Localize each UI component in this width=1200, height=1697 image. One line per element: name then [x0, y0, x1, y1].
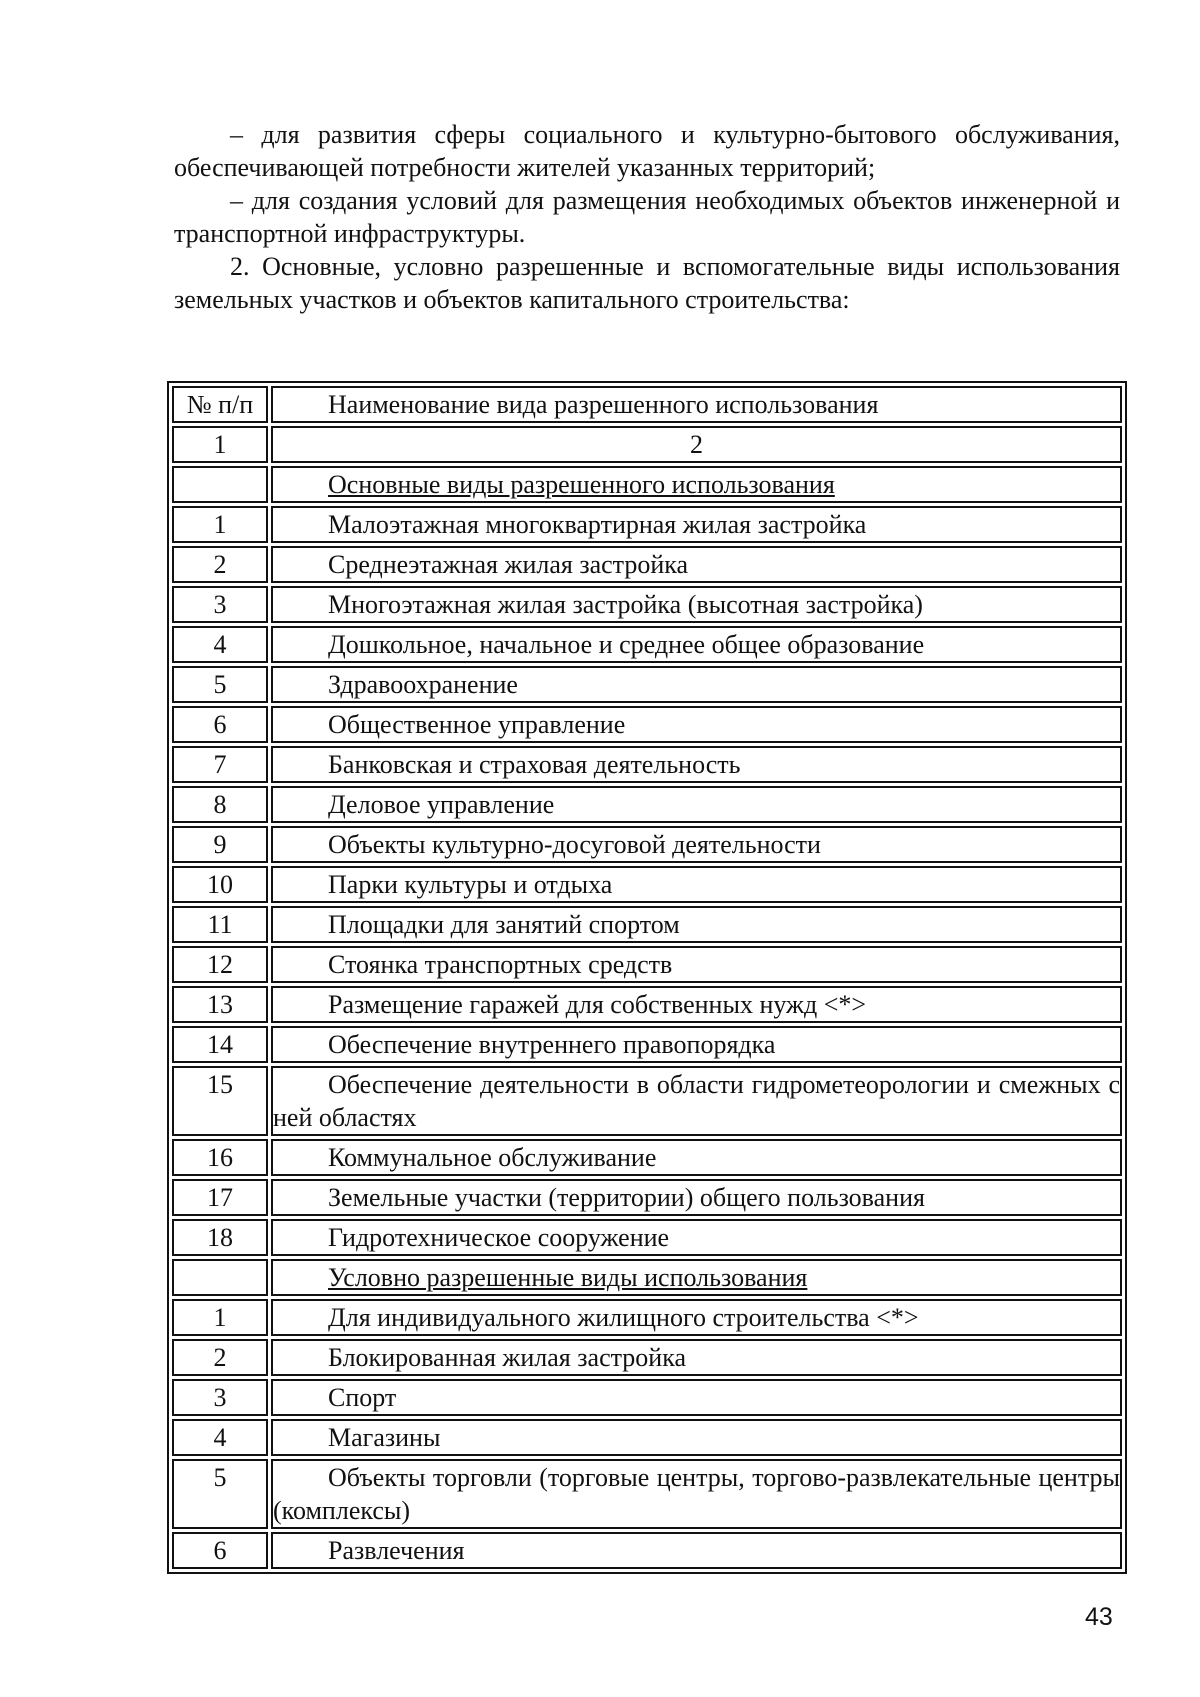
table-row — [172, 666, 1122, 703]
row-name-cell — [271, 1459, 1122, 1529]
row-name: Магазины — [271, 1419, 1122, 1456]
table-row — [172, 1219, 1122, 1256]
row-number: 5 — [172, 666, 268, 703]
row-number: 10 — [172, 866, 268, 903]
row-number: 8 — [172, 786, 268, 823]
table-row — [172, 506, 1122, 543]
row-number: 6 — [172, 1532, 268, 1569]
land-use-table — [167, 381, 1127, 1574]
intro-text — [174, 118, 1120, 316]
row-number: 3 — [172, 1379, 268, 1416]
section-title-conditional-text: Условно разрешенные виды использования — [328, 1263, 808, 1292]
section-title-main — [271, 466, 1122, 503]
intro-paragraph-2: – для создания условий для размещения необходимых объектов инженерной и транспортной инфраструктуры. — [174, 186, 1120, 248]
row-name: Спорт — [271, 1379, 1122, 1416]
row-number: 15 — [172, 1066, 268, 1136]
row-name: Малоэтажная многоквартирная жилая застройка — [271, 506, 1122, 543]
section-row-conditional — [172, 1259, 1122, 1296]
section-row-main — [172, 466, 1122, 503]
table-row — [172, 1379, 1122, 1416]
table-row — [172, 786, 1122, 823]
row-name: Объекты торговли (торговые центры, торгово-развлекательные центры (комплексы) — [273, 1463, 1120, 1525]
section-num-empty — [172, 1259, 268, 1296]
row-number: 4 — [172, 626, 268, 663]
section-title-main-text: Основные виды разрешенного использования — [328, 470, 835, 499]
table-index-row — [172, 426, 1122, 463]
intro-paragraph-1: – для развития сферы социального и культурно-бытового обслуживания, обеспечивающей потребности жителей указанных территорий; — [174, 120, 1120, 182]
row-name: Среднеэтажная жилая застройка — [271, 546, 1122, 583]
row-name: Деловое управление — [271, 786, 1122, 823]
row-name-cell — [271, 1066, 1122, 1136]
row-name: Площадки для занятий спортом — [271, 906, 1122, 943]
table-row — [172, 626, 1122, 663]
table-row — [172, 986, 1122, 1023]
table-row — [172, 1026, 1122, 1063]
table-row — [172, 586, 1122, 623]
index-num: 1 — [172, 426, 268, 463]
row-number: 7 — [172, 746, 268, 783]
row-name: Общественное управление — [271, 706, 1122, 743]
row-number: 2 — [172, 1339, 268, 1376]
section-title-conditional — [271, 1259, 1122, 1296]
row-number: 6 — [172, 706, 268, 743]
table-row — [172, 1139, 1122, 1176]
row-name: Объекты культурно-досуговой деятельности — [271, 826, 1122, 863]
page-number: 43 — [1085, 1603, 1113, 1631]
row-name: Здравоохранение — [271, 666, 1122, 703]
row-name: Земельные участки (территории) общего пользования — [271, 1179, 1122, 1216]
row-name: Коммунальное обслуживание — [271, 1139, 1122, 1176]
header-name: Наименование вида разрешенного использования — [271, 386, 1122, 423]
table-row — [172, 546, 1122, 583]
row-name: Гидротехническое сооружение — [271, 1219, 1122, 1256]
row-number: 4 — [172, 1419, 268, 1456]
table-row — [172, 1299, 1122, 1336]
table-row — [172, 1419, 1122, 1456]
table-row — [172, 1339, 1122, 1376]
row-name: Для индивидуального жилищного строительства <*> — [271, 1299, 1122, 1336]
table-row — [172, 706, 1122, 743]
row-number: 1 — [172, 1299, 268, 1336]
row-name: Банковская и страховая деятельность — [271, 746, 1122, 783]
table-header-row — [172, 386, 1122, 423]
row-number: 5 — [172, 1459, 268, 1529]
row-number: 11 — [172, 906, 268, 943]
index-name: 2 — [271, 426, 1122, 463]
table-row — [172, 1179, 1122, 1216]
table-row — [172, 1066, 1122, 1136]
row-number: 9 — [172, 826, 268, 863]
row-number: 18 — [172, 1219, 268, 1256]
table-row — [172, 746, 1122, 783]
section-num-empty — [172, 466, 268, 503]
row-number: 1 — [172, 506, 268, 543]
table-row — [172, 866, 1122, 903]
row-name: Дошкольное, начальное и среднее общее образование — [271, 626, 1122, 663]
row-number: 14 — [172, 1026, 268, 1063]
row-number: 16 — [172, 1139, 268, 1176]
row-name: Многоэтажная жилая застройка (высотная застройка) — [271, 586, 1122, 623]
table-row — [172, 946, 1122, 983]
table-row — [172, 826, 1122, 863]
row-name: Развлечения — [271, 1532, 1122, 1569]
row-name: Парки культуры и отдыха — [271, 866, 1122, 903]
row-name: Обеспечение внутреннего правопорядка — [271, 1026, 1122, 1063]
row-number: 12 — [172, 946, 268, 983]
intro-paragraph-3: 2. Основные, условно разрешенные и вспомогательные виды использования земельных участков и объектов капитального строительства: — [174, 252, 1120, 314]
row-number: 17 — [172, 1179, 268, 1216]
row-name: Блокированная жилая застройка — [271, 1339, 1122, 1376]
row-name: Размещение гаражей для собственных нужд <*> — [271, 986, 1122, 1023]
row-number: 13 — [172, 986, 268, 1023]
row-number: 2 — [172, 546, 268, 583]
table-row — [172, 1459, 1122, 1529]
table-row — [172, 1532, 1122, 1569]
row-name: Стоянка транспортных средств — [271, 946, 1122, 983]
row-name: Обеспечение деятельности в области гидрометеорологии и смежных с ней областях — [273, 1070, 1120, 1132]
header-num: № п/п — [172, 386, 268, 423]
row-number: 3 — [172, 586, 268, 623]
table-row — [172, 906, 1122, 943]
